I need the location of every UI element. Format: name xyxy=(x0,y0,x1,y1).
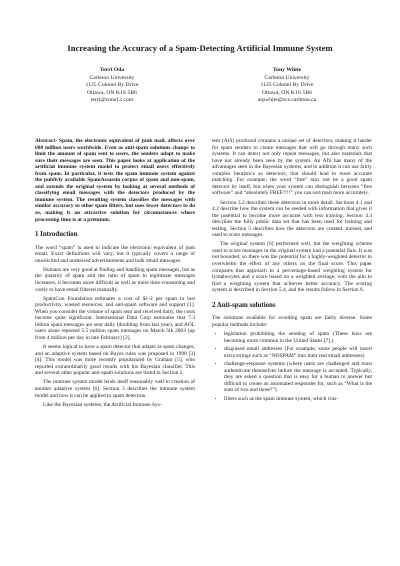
paragraph: SpamCon Foundation estimates a cost of $1-2 per spam in lost productivity, wasted resources, and anti-spam software and support [1]. When you consider the volume of spam sent and received daily, the costs become quite significant. International Data Corp estimates that 7.3 billion spam messages are sent daily (doubling from last year), and AOL users alone reported 5.5 million spam messages on March 5th 2003 (up from 4 million per day in late February) [2]. xyxy=(35,295,195,341)
author-email: arpwhite@scs.carleton.ca xyxy=(257,97,317,104)
list-item: • disguised email addresses (For example, some people will insert extra strings such as “NOSPAM” into their real email addresses) xyxy=(224,346,372,359)
section-heading-introduction: 1 Introduction xyxy=(35,231,78,239)
paragraph: The original system [6] performed well, but the weighting scheme used to score messages in the original system had a potential flaw. It was not bounded, so there was the potential for a highly-weighted detector to overwhelm the effect of any others on the final score. This paper compares that approach to a percentage-based weighting system for lymphocytes and a score based on a weighted average, with the aim to find a weighting system that achieves better accuracy. The scoring system is described in Section 5.4, and the results follow in Section 6. xyxy=(212,241,372,294)
author-city: Ottawa, ON K1S 5B6 xyxy=(262,89,312,96)
paragraph: tem (AIS) produced contains a unique set of detectors, making it harder for spam senders to create messages that will go through many such systems. It can detect not only repeat messages, but also materials that have not already been seen by the system. An AIS has many of the advantages seen in the Bayesian systems, and in addition it can use fairly complex heuristics as detectors, that should lead to more accurate matching. For example, the word “free” may not be a good spam detector by itself, but when your system can distinguish between “free software” and “absolutely FREE!!!!” you can sort mail more accurately. xyxy=(212,138,372,197)
author-street: 1125 Colonel By Drive xyxy=(260,82,314,89)
paragraph: Like the Bayesian systems, the Artificial Immune Sys- xyxy=(43,401,162,408)
paragraph: The solutions available for avoiding spam are fairly diverse. Some popular methods include: xyxy=(212,315,372,328)
paragraph: It seems logical to have a spam detector that adapts as spam changes, and an adaptive system based on Bayes rules was proposed in 1998 [3][4]. This model was more recently popularized by Graham [5], who reported extraordinarily good results with his Bayesian classifier. This and several other popular anti-spam solutions are listed in Section 2. xyxy=(35,344,195,377)
section-heading-anti-spam: 2 Anti-spam solutions xyxy=(212,301,276,309)
list-item: • challenge-response systems (where users are challenged and must authenticate themselves before the message is accepted. Typically, they are asked a question that is easy for a human to answer but difficult to create an automated responder for, such as “What is the sum of two and three?”) xyxy=(224,361,372,394)
left-column xyxy=(35,138,195,411)
paper-title: Increasing the Accuracy of a Spam-Detecting Artificial Immune System xyxy=(67,43,333,53)
author-affiliation: Carleton University xyxy=(89,74,135,81)
author-city: Ottawa, ON K1S 5B6 xyxy=(87,89,137,96)
list-item: • filters such as the spam immune system, which clas- xyxy=(224,396,372,403)
right-column xyxy=(212,138,372,404)
abstract: Abstract- Spam, the electronic equivalent of junk mail, affects over 600 million users worldwide. Even as anti-spam solutions change to limit the amount of spam sent to users, the senders adapt to make sure their messages are seen. This paper looks at application of the artificial immune system model to protect email users effectively from spam. In particular, it tests the spam immune system against the publicly available SpamAssassin corpus of spam and non-spam, and extends the original system by looking at several methods of classifying email messages with the detectors produced by the immune system. The resulting system classifies the messages with similar accuracy to other spam filters, but uses fewer detectors to do so, making it an attractive solution for circumstances where processing time is at a premium. xyxy=(35,138,195,223)
author-email: terri@zone12.com xyxy=(90,97,134,104)
list-item: • legislation prohibiting the sending of spam (These laws are becoming more common in the United States [7].) xyxy=(224,331,372,344)
author-name: Terri Oda xyxy=(99,67,125,73)
author-affiliation: Carleton University xyxy=(264,74,310,81)
author-name: Tony White xyxy=(272,67,302,73)
paragraph: The immune system model lends itself reasonably well to creation of another adaptive system [6]. Section 3 describes the immune system model and how it can be applied to spam detection. xyxy=(35,379,195,399)
paragraph: The word “spam” is used to indicate the electronic equivalent of junk email. Exact definitions will vary, but it typically covers a range of unsolicited and undesired advertisements and bulk email messages. xyxy=(35,244,195,264)
author-street: 1125 Colonel By Drive xyxy=(85,82,139,89)
paragraph: Humans are very good at finding and handling spam messages, but as the quantity of spam and the ratio of spam to legitimate messages increases, it becomes more difficult as well as more time-consuming and costly to have email filtered manually. xyxy=(35,266,195,293)
paragraph: Section 3.2 describes these detectors in more detail. Sections 4.1 and 4.2 describe how the system can be seeded with information that gives it the potential to become more accurate with less training. Section 4.3 describes the fully public data set that has been used for training and testing. Section 5 describes how the detectors are created, trained, and used to score messages. xyxy=(212,199,372,239)
author-block-1 xyxy=(57,67,167,105)
bullet-list xyxy=(212,331,372,402)
author-block-2 xyxy=(232,67,342,105)
